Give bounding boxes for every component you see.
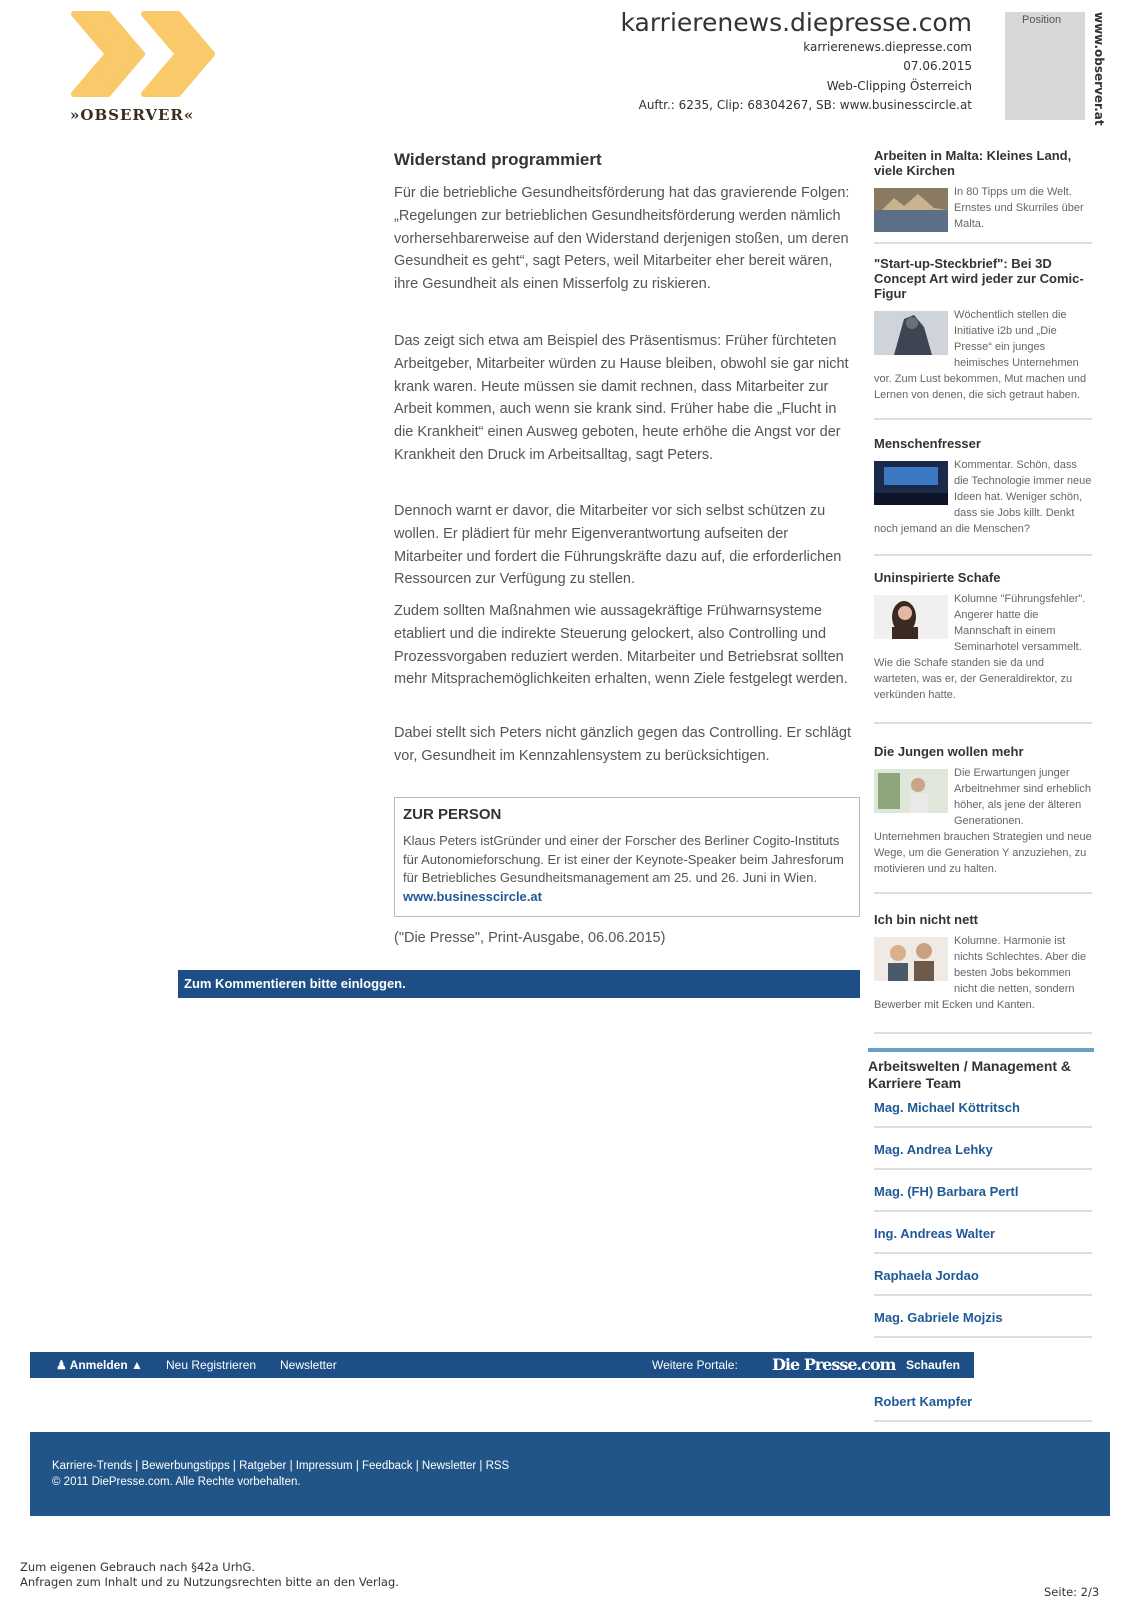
businesscircle-link[interactable]: www.businesscircle.at xyxy=(403,888,542,904)
teaser-text: Kommentar. Schön, dass die Technologie immer neue Ideen hat. Weniger schön, dass sie Jobs killt. Denkt noch jemand an die Menschen? xyxy=(874,459,1092,535)
article-paragraph-4: Zudem sollten Maßnahmen wie aussagekräftige Frühwarnsysteme etabliert und die indirekte Steuerung gelockert, also Controlling und Prozessvorgaben reduziert werden. Mitarbeiter und Betriebsrat sollten mehr Mitsprachemöglichkeiten erhalten, wenn Ziele festgelegt werden. xyxy=(394,603,848,688)
article-title: Widerstand programmiert xyxy=(394,150,602,169)
footer-copyright: © 2011 DiePresse.com. Alle Rechte vorbehalten. xyxy=(52,1476,301,1488)
person-box-text: Klaus Peters istGründer und einer der Forscher des Berliner Cogito-Instituts für Autonomieforschung. Er ist einer der Keynote-Speaker beim Jahresforum für Betriebliches Gesundheitsmanagement am 25. und 26. Juni in Wien. www.businesscircle.at xyxy=(403,833,844,904)
two-people-thumbnail-icon[interactable] xyxy=(874,937,948,981)
register-link[interactable]: Neu Registrieren xyxy=(166,1358,257,1372)
clip-category: Web-Clipping Österreich xyxy=(826,79,972,93)
position-label: Position xyxy=(1022,14,1062,26)
team-member-link[interactable]: Ing. Andreas Walter xyxy=(874,1226,1092,1254)
article-source: ("Die Presse", Print-Ausgabe, 06.06.2015) xyxy=(394,930,666,946)
teaser-text: Kolumne "Führungsfehler". Angerer hatte die Mannschaft in einem Seminarhotel versammelt. Wie die Schafe standen sie da und warteten, was er, der Generaldirektor, zu verkünden hatte. xyxy=(874,593,1086,701)
chevron-up-icon: ▲ xyxy=(127,1358,143,1372)
team-member-link[interactable]: Mag. Michael Köttritsch xyxy=(874,1100,1092,1128)
article-paragraph-3: Dennoch warnt er davor, die Mitarbeiter vor sich selbst schützen zu wollen. Er plädiert für mehr Eigenverantwortung aufseiten der Mitarbeiter und fordert die Führungskräfte dazu auf, die erforderlichen Ressourcen zur Verfügung zu stellen. xyxy=(394,503,842,588)
conference-thumbnail-icon[interactable] xyxy=(874,461,948,505)
teaser-title[interactable]: Arbeiten in Malta: Kleines Land, viele Kirchen xyxy=(874,148,1072,178)
portals-label: Weitere Portale: xyxy=(652,1358,738,1372)
team-divider xyxy=(868,1048,1094,1052)
site-footer xyxy=(30,1432,1110,1516)
teaser-title[interactable]: "Start-up-Steckbrief": Bei 3D Concept Art wird jeder zur Comic-Figur xyxy=(874,256,1084,301)
site-subtitle: karrierenews.diepresse.com xyxy=(803,40,972,54)
person-box-title: ZUR PERSON xyxy=(403,806,502,823)
footer-links[interactable]: Karriere-Trends | Bewerbungstipps | Ratgeber | Impressum | Feedback | Newsletter | RSS xyxy=(52,1460,510,1472)
sidebar-teaser[interactable] xyxy=(874,436,1092,556)
observer-logo-icon xyxy=(68,10,222,98)
team-member-link[interactable]: Mag. (FH) Barbara Pertl xyxy=(874,1184,1092,1212)
sidebar-teaser[interactable] xyxy=(874,744,1092,894)
malta-thumbnail-icon[interactable] xyxy=(874,188,948,232)
user-icon: ♟ xyxy=(56,1358,70,1372)
team-member-link[interactable]: Mag. Gabriele Mojzis xyxy=(874,1310,1092,1338)
diepresse-portal-link[interactable]: Die Presse.com xyxy=(772,1355,896,1374)
article-paragraph-5: Dabei stellt sich Peters nicht gänzlich gegen das Controlling. Er schlägt vor, Gesundheit im Kennzahlensystem zu berücksichtigen. xyxy=(394,725,851,764)
team-member-link[interactable]: Mag. Andrea Lehky xyxy=(874,1142,1092,1170)
teaser-text: Die Erwartungen junger Arbeitnehmer sind erheblich höher, als jene der älteren Generationen. Unternehmen brauchen Strategien und neue Wege, um die Generation Y anzuziehen, zu motivieren und zu halten. xyxy=(874,767,1092,875)
vertical-url: www.observer.at xyxy=(1092,12,1106,126)
sidebar-teaser[interactable] xyxy=(874,256,1092,420)
order-info: Auftr.: 6235, Clip: 68304267, SB: www.businesscircle.at xyxy=(638,98,972,112)
schaufenster-portal-link[interactable]: Schaufen xyxy=(906,1358,961,1372)
top-navigation-bar xyxy=(30,1352,974,1378)
newsletter-link[interactable]: Newsletter xyxy=(280,1358,337,1372)
article-paragraph-2: Das zeigt sich etwa am Beispiel des Präsentismus: Früher fürchteten Arbeitgeber, Mitarbeiter würden zu Hause bleiben, obwohl sie gar nicht krank waren. Heute müssen sie damit rechnen, dass Mitarbeiter zur Arbeit kommen, auch wenn sie krank sind. Früher habe die „Flucht in die Krankheit“ einen Ausweg geboten, heute erhöhe die Angst vor der Krankheit den Druck im Arbeitsalltag, sagt Peters. xyxy=(394,333,849,463)
sidebar-teaser[interactable] xyxy=(874,148,1092,244)
teaser-text: Wöchentlich stellen die Initiative i2b und „Die Presse“ ein junges heimisches Unternehmen vor. Zum Lust bekommen, Mut machen und Lernen von denen, die sich getraut haben. xyxy=(874,309,1087,401)
article-paragraph-1: Für die betriebliche Gesundheitsförderung hat das gravierende Folgen: „Regelungen zur betrieblichen Gesundheitsförderung werden nämlich vorhersehbarerweise auf den Widerstand derjenigen stoßen, um deren Gesundheit es geht“, sagt Peters, weil Mitarbeiter eher bereit wären, ihre Gesundheit als einen Misserfolg zu riskieren. xyxy=(394,185,850,293)
comment-login-bar[interactable]: Zum Kommentieren bitte einloggen. xyxy=(178,970,860,998)
position-box xyxy=(1005,12,1085,120)
rights-note: Anfragen zum Inhalt und zu Nutzungsrechten bitte an den Verlag. xyxy=(20,1575,399,1589)
logo-text: »OBSERVER« xyxy=(70,106,195,124)
copyright-note: Zum eigenen Gebrauch nach §42a UrhG. xyxy=(20,1560,256,1574)
team-title: Arbeitswelten / Management & Karriere Team xyxy=(868,1058,1072,1091)
team-member-link[interactable]: Raphaela Jordao xyxy=(874,1268,1092,1296)
teaser-text: Kolumne. Harmonie ist nichts Schlechtes. Aber die besten Jobs bekommen nicht die netten, sondern Bewerber mit Ecken und Kanten. xyxy=(874,935,1087,1011)
teaser-title[interactable]: Ich bin nicht nett xyxy=(874,912,978,927)
person-info-box xyxy=(394,797,860,917)
comic-figure-thumbnail-icon[interactable] xyxy=(874,311,948,355)
teaser-title[interactable]: Die Jungen wollen mehr xyxy=(874,744,1024,759)
site-title: karrierenews.diepresse.com xyxy=(620,8,972,37)
portrait-thumbnail-icon[interactable] xyxy=(874,595,948,639)
page-number: Seite: 2/3 xyxy=(1044,1585,1100,1599)
teaser-text: In 80 Tipps um die Welt. Ernstes und Skurriles über Malta. xyxy=(954,186,1084,230)
sidebar-teaser[interactable] xyxy=(874,912,1092,1034)
team-member-link[interactable]: Robert Kampfer xyxy=(874,1394,1092,1422)
teaser-title[interactable]: Uninspirierte Schafe xyxy=(874,570,1001,585)
login-menu[interactable]: ♟ Anmelden ▲ xyxy=(56,1358,143,1372)
teaser-title[interactable]: Menschenfresser xyxy=(874,436,981,451)
young-workers-thumbnail-icon[interactable] xyxy=(874,769,948,813)
clip-date: 07.06.2015 xyxy=(903,59,972,73)
sidebar-teaser[interactable] xyxy=(874,570,1092,724)
